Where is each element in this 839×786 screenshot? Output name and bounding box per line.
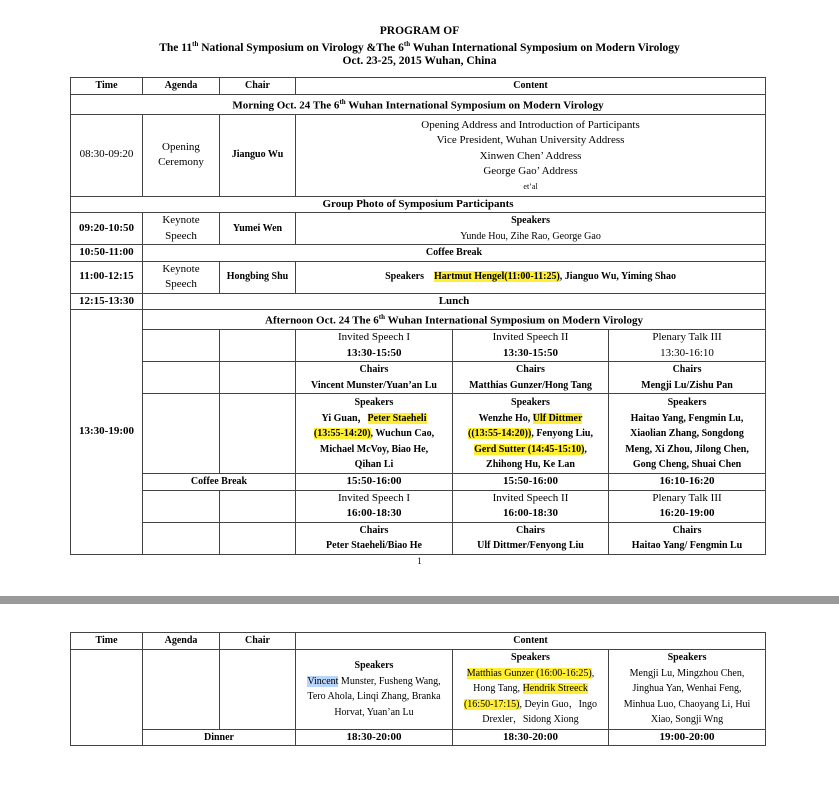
keynote2-row — [71, 261, 766, 293]
opening-content: Opening Address and Introduction of Participants Vice President, Wuhan University Address Xinwen Chen’ Address George Gao’ Address et’al — [296, 114, 766, 196]
table-header-row-2 — [71, 633, 766, 650]
opening-time: 08:30-09:20 — [71, 114, 143, 196]
symposium-title: The 11th National Symposium on Virology &The 6th Wuhan International Symposium on Modern Virology — [159, 40, 680, 54]
keynote1-agenda: Keynote Speech — [143, 213, 220, 245]
s2-c1-chairs: Chairs Peter Staeheli/Biao He — [296, 522, 453, 554]
opening-agenda: Opening Ceremony — [143, 114, 220, 196]
lunch-time: 12:15-13:30 — [71, 293, 143, 310]
symposium-date: Oct. 23-25, 2015 Wuhan, China — [342, 55, 497, 67]
s1-c2-title: Invited Speech II 13:30-15:50 — [453, 330, 609, 362]
col-content-2: Content — [296, 633, 766, 650]
table-header-row — [71, 78, 766, 95]
keynote2-agenda: Keynote Speech — [143, 261, 220, 293]
morning-section-title: Morning Oct. 24 The 6th Wuhan International Symposium on Modern Virology — [71, 94, 766, 114]
page-separator — [0, 596, 839, 604]
s2-c1-title: Invited Speech I 16:00-18:30 — [296, 490, 453, 522]
s2-c2-title: Invited Speech II 16:00-18:30 — [453, 490, 609, 522]
opening-row — [71, 114, 766, 196]
coffee1-time: 10:50-11:00 — [71, 245, 143, 262]
program-table-continued — [70, 632, 766, 746]
s2-c3-chairs: Chairs Haitao Yang/ Fengmin Lu — [609, 522, 766, 554]
keynote1-content: Speakers Yunde Hou, Zihe Rao, George Gao — [296, 213, 766, 245]
coffee2-c3: 16:10-16:20 — [609, 474, 766, 491]
s1-c1-title: Invited Speech I 13:30-15:50 — [296, 330, 453, 362]
col-chair-2: Chair — [220, 633, 296, 650]
s1-c2-speakers: Speakers Wenzhe Ho, Ulf Dittmer ((13:55-14:20)), Fenyong Liu, Gerd Sutter (14:45-15:10), Zhihong Hu, Ke Lan — [453, 394, 609, 474]
s1-c3-speakers: Speakers Haitao Yang, Fengmin Lu, Xiaolian Zhang, Songdong Meng, Xi Zhou, Jilong Chen, Gong Cheng, Shuai Chen — [609, 394, 766, 474]
coffee2-label: Coffee Break — [143, 474, 296, 491]
coffee2-c2: 15:50-16:00 — [453, 474, 609, 491]
keynote1-row — [71, 213, 766, 245]
p2-c2-speakers: Speakers Matthias Gunzer (16:00-16:25), Hong Tang, Hendrik Streeck (16:50-17:15), Deyin Guo，Ingo Drexler，Sidong Xiong — [453, 649, 609, 729]
opening-chair: Jianguo Wu — [220, 114, 296, 196]
page-number: 1 — [417, 556, 422, 566]
col-time: Time — [71, 78, 143, 95]
s1-c1-chairs: Chairs Vincent Munster/Yuan’an Lu — [296, 362, 453, 394]
afternoon-section-title: Afternoon Oct. 24 The 6th Wuhan International Symposium on Modern Virology — [143, 310, 766, 330]
coffee1-label: Coffee Break — [143, 245, 766, 262]
col-content: Content — [296, 78, 766, 95]
col-chair: Chair — [220, 78, 296, 95]
p2-c3-speakers: Speakers Mengji Lu, Mingzhou Chen, Jinghua Yan, Wenhai Feng, Minhua Luo, Chaoyang Li, Hui Xiao, Songji Wng — [609, 649, 766, 729]
p2-c1-speakers: Speakers Vincent Munster, Fusheng Wang, Tero Ahola, Linqi Zhang, Branka Horvat, Yuan’an Lu — [296, 649, 453, 729]
program-page-2 — [0, 604, 839, 786]
keynote1-time: 09:20-10:50 — [71, 213, 143, 245]
col-agenda-2: Agenda — [143, 633, 220, 650]
group-photo: Group Photo of Symposium Participants — [71, 196, 766, 213]
program-title: PROGRAM OF — [379, 25, 460, 37]
col-agenda: Agenda — [143, 78, 220, 95]
program-table — [70, 77, 766, 555]
col-time-2: Time — [71, 633, 143, 650]
s1-c3-chairs: Chairs Mengji Lu/Zishu Pan — [609, 362, 766, 394]
s2-c2-chairs: Chairs Ulf Dittmer/Fenyong Liu — [453, 522, 609, 554]
s2-c3-title: Plenary Talk III 16:20-19:00 — [609, 490, 766, 522]
lunch-label: Lunch — [143, 293, 766, 310]
dinner-c2: 18:30-20:00 — [453, 729, 609, 746]
dinner-label: Dinner — [143, 729, 296, 746]
keynote2-content: Speakers Hartmut Hengel(11:00-11:25), Jianguo Wu, Yiming Shao — [296, 261, 766, 293]
dinner-c1: 18:30-20:00 — [296, 729, 453, 746]
s1-c2-chairs: Chairs Matthias Gunzer/Hong Tang — [453, 362, 609, 394]
keynote2-time: 11:00-12:15 — [71, 261, 143, 293]
coffee2-c1: 15:50-16:00 — [296, 474, 453, 491]
keynote2-chair: Hongbing Shu — [220, 261, 296, 293]
s1-c1-speakers: Speakers Yi Guan，Peter Staeheli (13:55-14:20), Wuchun Cao, Michael McVoy, Biao He, Qihan Li — [296, 394, 453, 474]
keynote1-chair: Yumei Wen — [220, 213, 296, 245]
s1-c3-title: Plenary Talk III 13:30-16:10 — [609, 330, 766, 362]
afternoon-time: 13:30-19:00 — [71, 310, 143, 555]
dinner-c3: 19:00-20:00 — [609, 729, 766, 746]
